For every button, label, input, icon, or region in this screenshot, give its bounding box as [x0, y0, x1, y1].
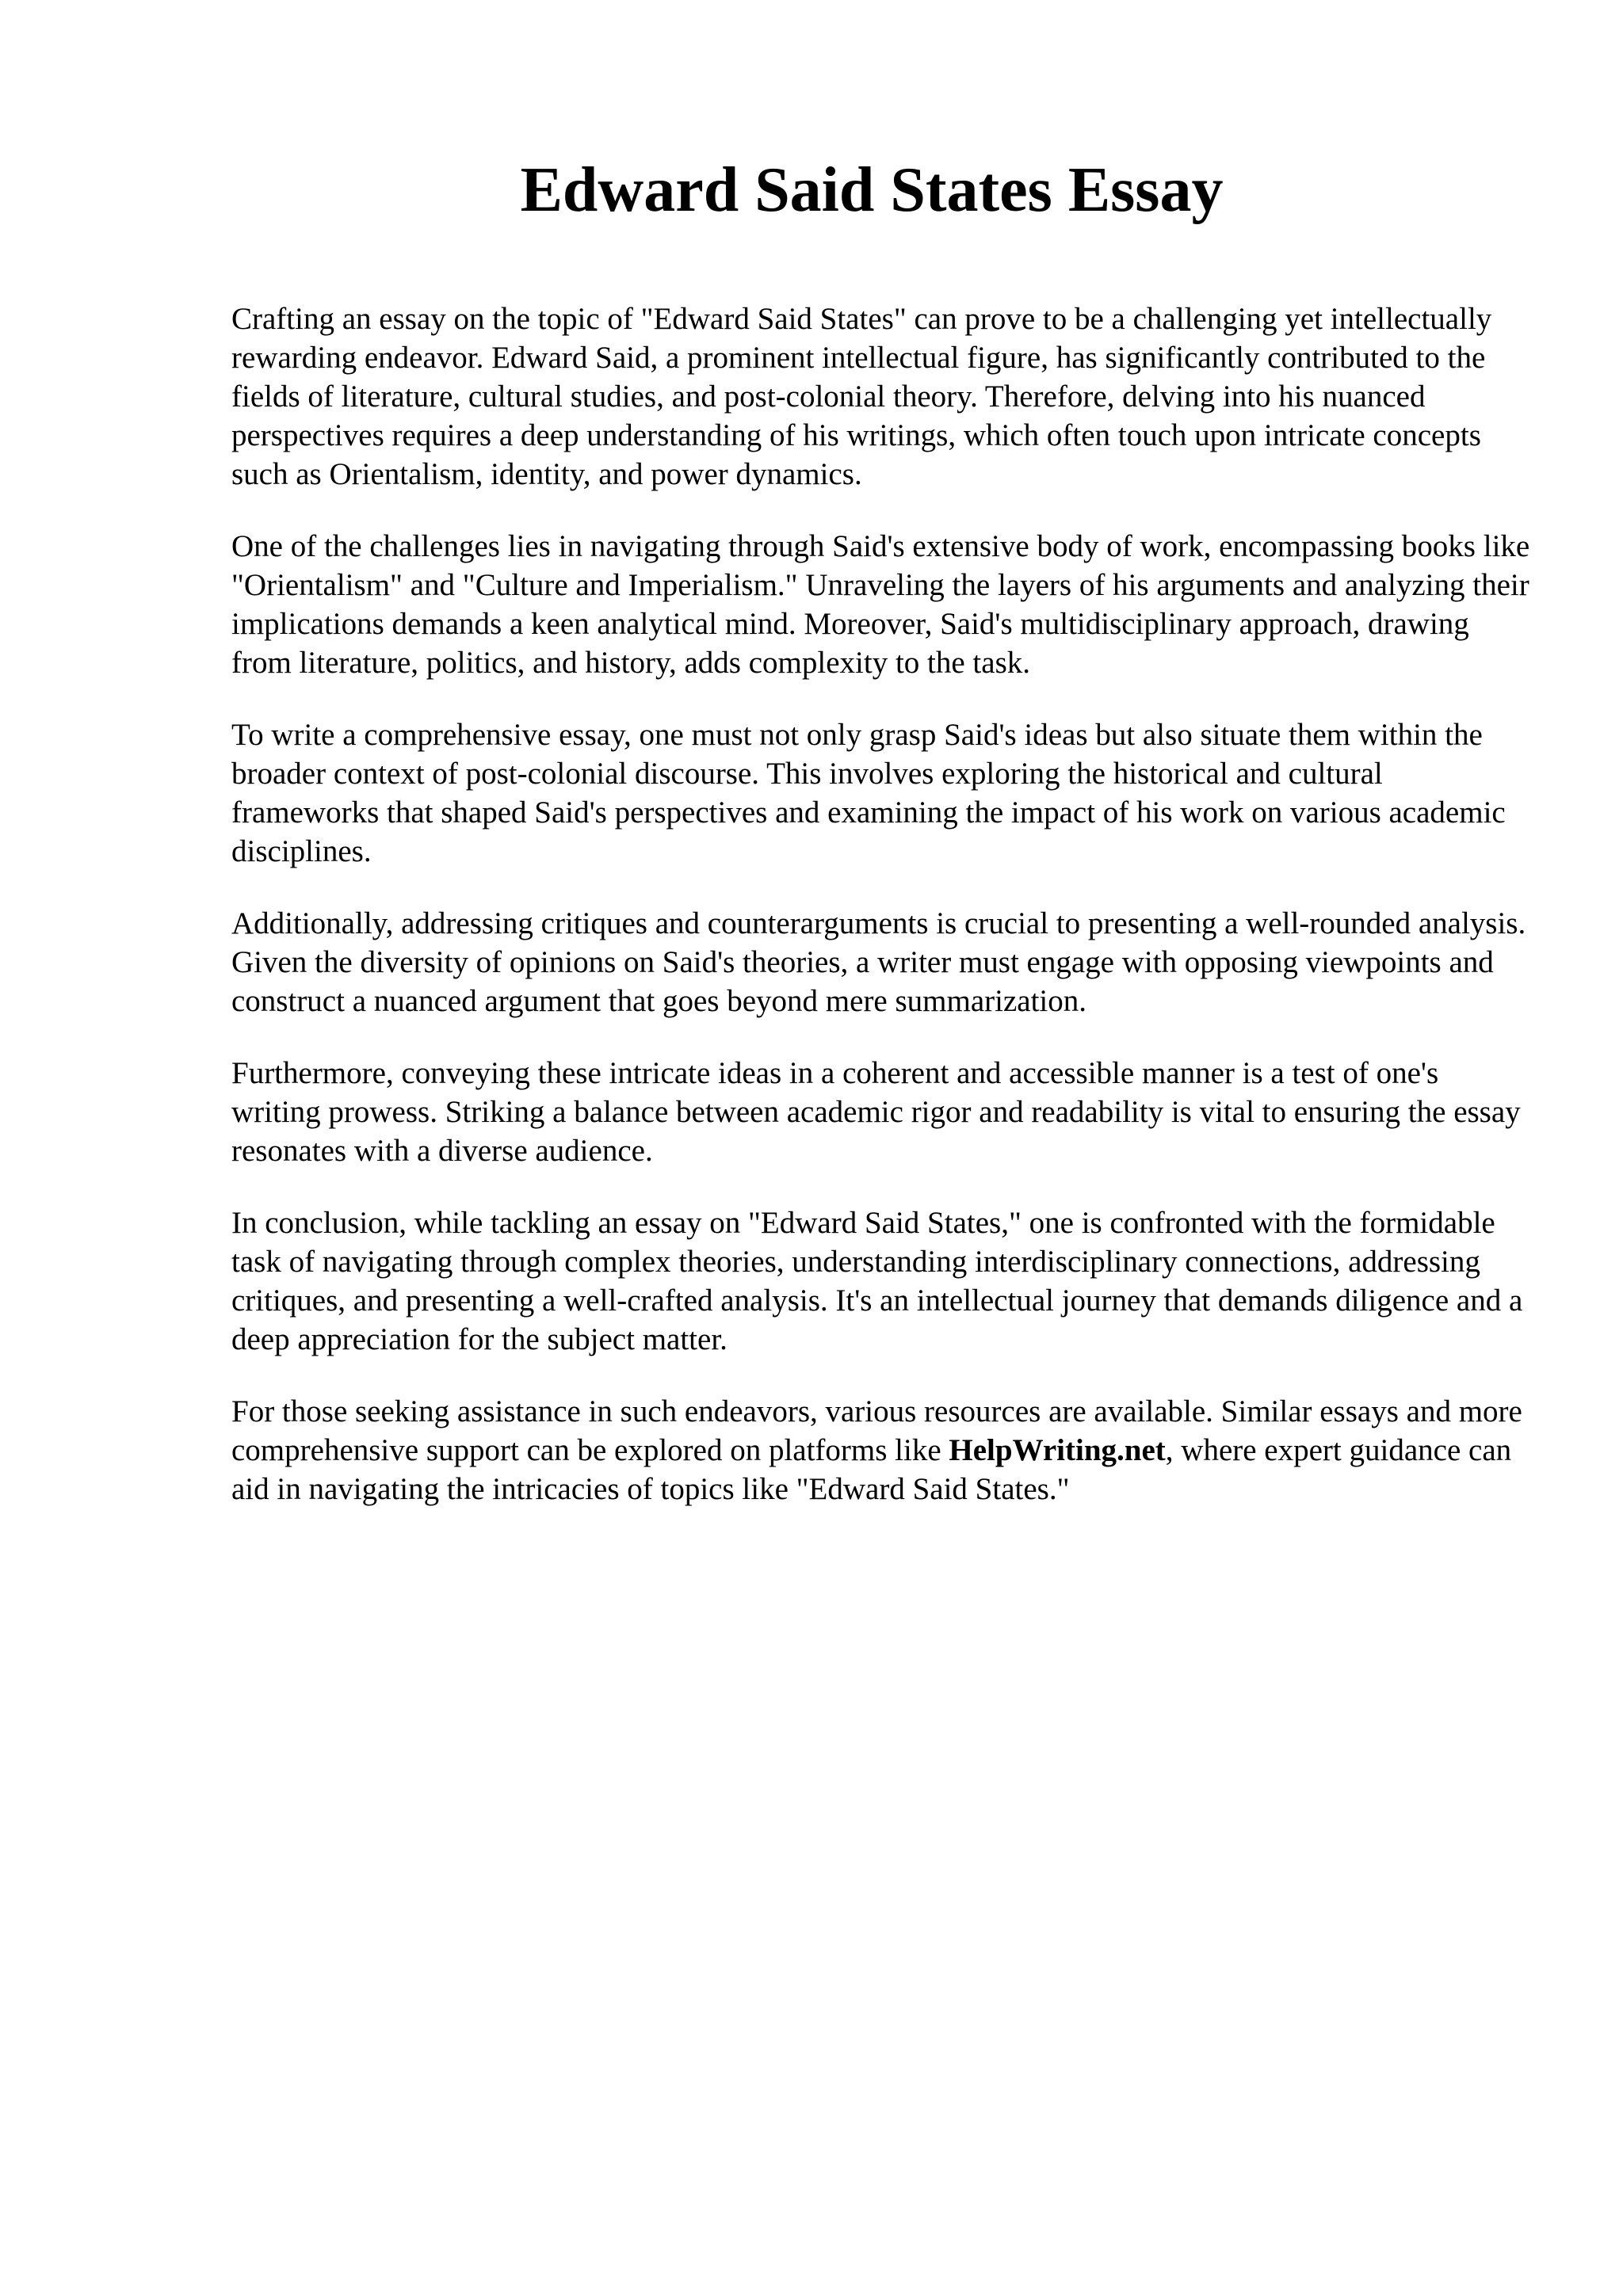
- paragraph-2: One of the challenges lies in navigating through Said's extensive body of work, encompassing books like "Orientalism" and "Culture and Imperialism." Unraveling the layers of his arguments and analyzing their implications demands a keen analytical mind. Moreover, Said's multidisciplinary approach, drawing from literature, politics, and history, adds complexity to the task.: [231, 529, 1530, 680]
- paragraph-3: To write a comprehensive essay, one must not only grasp Said's ideas but also situate them within the broader context of post-colonial discourse. This involves exploring the historical and cultural frameworks that shaped Said's perspectives and examining the impact of his work on various academic disciplines.: [231, 718, 1506, 868]
- helpwriting-link[interactable]: HelpWriting.net: [949, 1433, 1166, 1467]
- essay-body: [231, 299, 1531, 1542]
- closing-text-after: , where expert guidance can aid in navigating the intricacies of topics like "Edward Said States.": [231, 1433, 1512, 1506]
- paragraph-6: In conclusion, while tackling an essay on "Edward Said States," one is confronted with the formidable task of navigating through complex theories, understanding interdisciplinary connections, addressing critiques, and presenting a well-crafted analysis. It's an intellectual journey that demands diligence and a deep appreciation for the subject matter.: [231, 1206, 1523, 1356]
- paragraph-4: Additionally, addressing critiques and counterarguments is crucial to presenting a well-rounded analysis. Given the diversity of opinions on Said's theories, a writer must engage with opposing viewpoints and construct a nuanced argument that goes beyond mere summarization.: [231, 906, 1526, 1018]
- essay-title: Edward Said States Essay: [520, 155, 1224, 225]
- paragraph-1: Crafting an essay on the topic of "Edward Said States" can prove to be a challenging yet intellectually rewarding endeavor. Edward Said, a prominent intellectual figure, has significantly contributed to the fields of literature, cultural studies, and post-colonial theory. Therefore, delving into his nuanced perspectives requires a deep understanding of his writings, which often touch upon intricate concepts such as Orientalism, identity, and power dynamics.: [231, 302, 1492, 491]
- paragraph-5: Furthermore, conveying these intricate ideas in a coherent and accessible manner is a test of one's writing prowess. Striking a balance between academic rigor and readability is vital to ensuring the essay resonates with a diverse audience.: [231, 1056, 1521, 1168]
- closing-text-before: For those seeking assistance in such endeavors, various resources are available. Similar essays and more comprehensive support can be explored on platforms like: [231, 1394, 1522, 1467]
- closing-paragraph: [231, 1392, 1531, 1508]
